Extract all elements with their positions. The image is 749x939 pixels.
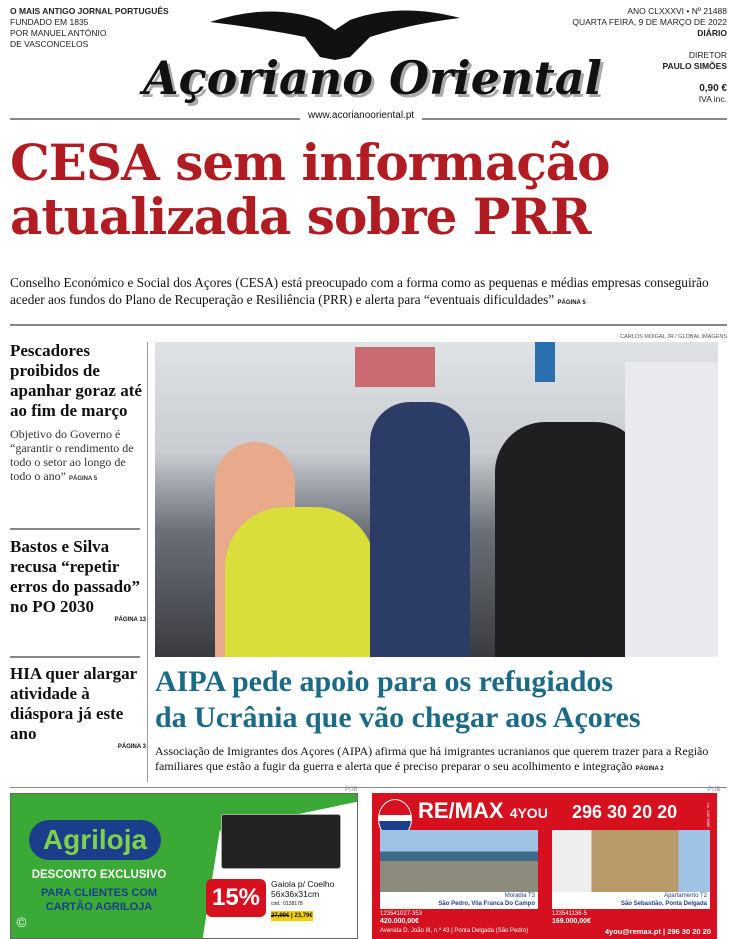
feature-lede (155, 744, 745, 777)
divider (10, 528, 140, 530)
office-address: Avenida D. João III, n.º 43 | Ponta Delgada (São Pedro) (380, 928, 529, 934)
discount-badge: 15% (206, 879, 266, 917)
listing-caption (552, 892, 710, 909)
refugees-photo[interactable] (155, 342, 718, 657)
founder: DE VASCONCELOS (10, 39, 89, 49)
brand: RE/MAX (418, 798, 504, 823)
feature-headline[interactable] (155, 664, 641, 736)
listing-photo (552, 830, 710, 892)
sidebar-story-2[interactable] (10, 537, 146, 623)
cage-image (221, 814, 341, 869)
issue-date: QUARTA FEIRA, 9 DE MARÇO DE 2022 (572, 17, 727, 27)
listing-price: 420.000,00€ (380, 918, 419, 925)
column-divider (147, 342, 148, 782)
price: 0,90 € (699, 83, 727, 94)
page-ref: PÁGINA 5 (557, 300, 586, 306)
story-summary-text: Objetivo do Governo é “garantir o rendimento de todo o setor ao longo de todo o ano” (10, 427, 134, 483)
feature-lede-text: Associação de Imigrantes dos Açores (AIPA) afirma que há imigrantes ucranianos que querem trazer para a Região familiares que estão a fugir da guerra e alerta que é preciso preparar o seu acolhimento e integração (155, 744, 709, 773)
sidebar-story-3[interactable] (10, 664, 146, 750)
page-ref: PÁGINA 13 (114, 617, 146, 623)
masthead-right-info (572, 6, 727, 105)
photo-wall (625, 362, 718, 657)
ad-label: PUB (345, 787, 358, 793)
listing-meta (552, 910, 591, 926)
lead-headline[interactable] (10, 133, 610, 246)
ad-label: PUB (708, 787, 721, 793)
agriloja-logo: Agriloja (29, 820, 161, 860)
story-headline: Pescadores proibidos de apanhar goraz até ao fim de março (10, 341, 142, 420)
price-note: IVA inc. (698, 94, 727, 104)
listing-type: Apartamento T2 (664, 893, 707, 899)
founder: POR MANUEL ANTÓNIO (10, 28, 107, 38)
listing-ref: 123541136-5 (552, 911, 587, 917)
listing-location: São Pedro, Vila Franca Do Campo (438, 901, 535, 907)
newspaper-title: Açoriano Oriental (142, 51, 603, 105)
photo-sign (535, 342, 555, 382)
ad-text (17, 886, 181, 914)
office: 4YOU (509, 805, 548, 821)
ad-text-line: PARA CLIENTES COM (40, 887, 158, 899)
tagline: O MAIS ANTIGO JORNAL PORTUGUÊS (10, 6, 169, 16)
phone: 296 30 20 20 (572, 802, 678, 822)
listing-photo (380, 830, 538, 892)
license: Lic. AMI 9580 (706, 803, 711, 828)
director-label: DIRETOR (688, 50, 727, 60)
page-ref: PÁGINA 2 (635, 766, 664, 772)
page-ref: PÁGINA 3 (117, 744, 146, 750)
listing-meta (380, 910, 422, 926)
remax-ad[interactable] (372, 793, 717, 939)
divider (10, 324, 727, 326)
listing-ref: 123541027-353 (380, 911, 423, 917)
office-contact: 4you@remax.pt | 296 30 20 20 (604, 927, 711, 936)
feature-headline-line: AIPA pede apoio para os refugiados (155, 665, 614, 698)
listing-caption (380, 892, 538, 909)
product-info: Gaiola p/ Coelho 56x36x31cm cód.: 0138178 27,99€ | 23,79€ (271, 879, 335, 919)
product-name: Gaiola p/ Coelho (271, 879, 335, 889)
lead-lede-text: Conselho Económico e Social dos Açores (CESA) está preocupado com a forma como as pequenas e médias empresas conseguirão aceder aos fundos do Plano de Recuperação e Resiliência (PRR) e alerta para “eventuais dificuldades” (10, 275, 709, 307)
product-size: 56x36x31cm (271, 889, 320, 899)
website-link[interactable]: www.acorianooriental.pt (300, 110, 422, 121)
listing-type: Moradia T3 (504, 893, 535, 899)
divider (10, 656, 140, 658)
lead-lede (10, 274, 740, 312)
story-headline: HIA quer alargar atividade à diáspora já este ano (10, 664, 137, 743)
agriloja-ad[interactable] (10, 793, 358, 939)
story-summary (10, 427, 146, 486)
feature-headline-line: da Ucrânia que vão chegar aos Açores (155, 701, 641, 734)
copyright-icon: © (15, 916, 28, 931)
listing-location: São Sebastião, Ponta Delgada (620, 901, 707, 907)
ad-text: DESCONTO EXCLUSIVO (31, 869, 167, 881)
frequency: DIÁRIO (697, 28, 727, 38)
remax-brand (418, 798, 548, 824)
photo-credit: CARLOS MOIGAL JR./ GLOBAL IMAGENS (620, 334, 727, 340)
photo-person (495, 422, 645, 657)
divider (10, 787, 727, 788)
photo-building (355, 347, 435, 387)
ad-text-line: CARTÃO AGRILOJA (45, 901, 153, 913)
issue-number: ANO CLXXXVI • Nº 21488 (627, 6, 727, 16)
photo-person (370, 402, 470, 657)
listing-price: 169.000,00€ (552, 918, 591, 925)
founded: FUNDADO EM 1835 (10, 17, 89, 27)
new-price: 23,79€ (294, 913, 313, 919)
director-name: PAULO SIMÕES (662, 61, 727, 71)
sidebar-story-1[interactable] (10, 341, 146, 486)
masthead-left-info (10, 6, 169, 50)
old-price: 27,99€ (271, 913, 290, 919)
lead-headline-line: atualizada sobre PRR (10, 187, 591, 246)
story-headline: Bastos e Silva recusa “repetir erros do passado” no PO 2030 (10, 537, 141, 616)
lead-headline-line: CESA sem informação (10, 133, 610, 192)
product-code: cód.: 0138178 (271, 901, 303, 907)
photo-person-vest (225, 507, 375, 657)
page-ref: PÁGINA 5 (69, 476, 98, 482)
